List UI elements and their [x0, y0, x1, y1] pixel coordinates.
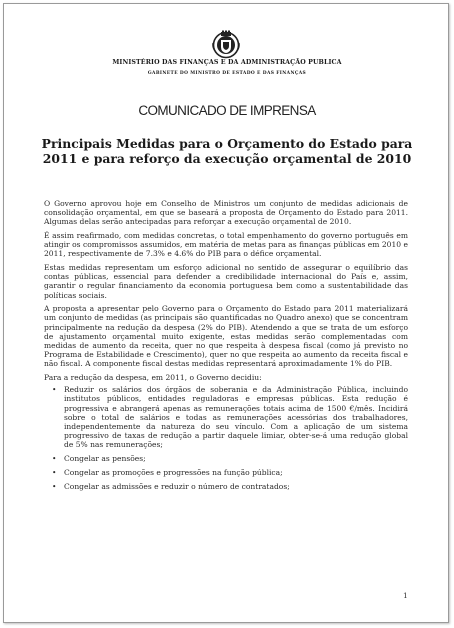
bullet-icon: •	[52, 481, 57, 491]
bullet-icon: •	[52, 385, 57, 395]
document-body	[44, 199, 408, 496]
coat-of-arms-icon	[212, 30, 240, 60]
paragraph: A proposta a apresentar pelo Governo para o Orçamento do Estado para 2011 materializará um conjunto de medidas (as principais são quantificadas no Quadro anexo) que se concentram principalmente na redução da despesa (2% do PIB). Atendendo a que se trata de um esforço de ajustamento orçamental muito exigente, estas medidas serão complementadas com medidas de aumento da receita, quer no que respeita à despesa fiscal (como já previsto no Programa de Estabilidade e Crescimento), quer no que respeita ao aumento da receita fiscal e não fiscal. A componente fiscal destas medidas representará aproximadamente 1% do PIB.	[44, 304, 408, 369]
document-type: COMUNICADO DE IMPRENSA	[138, 103, 316, 118]
bullet-icon: •	[52, 454, 57, 464]
paragraph: O Governo aprovou hoje em Conselho de Ministros um conjunto de medidas adicionais de consolidação orçamental, em que se baseará a proposta de Orçamento do Estado para 2011. Algumas delas serão antecipadas para reforçar a execução orçamental de 2010.	[44, 199, 408, 227]
measures-list	[44, 385, 408, 491]
list-item-text: Reduzir os salários dos órgãos de soberania e da Administração Pública, incluindo institutos públicos, entidades reguladoras e empresas públicas. Esta redução é progressiva e abrangerá apenas as remunerações totais acima de 1500 €/mês. Incidirá sobre o total de salários e todas as remunerações acessórias dos trabalhadores, independentemente da natureza do seu vínculo. Com a aplicação de um sistema progressivo de taxas de redução a partir daquele limiar, obter-se-á uma redução global de 5% nas remunerações;	[64, 385, 408, 450]
list-item	[52, 468, 408, 478]
paragraph: Para a redução da despesa, em 2011, o Governo decidiu:	[44, 373, 262, 383]
bullet-icon: •	[52, 468, 57, 478]
ministry-name: MINISTÉRIO DAS FINANÇAS E DA ADMINISTRAÇÃO PUBLICA	[112, 59, 342, 66]
list-item	[52, 481, 408, 491]
list-item	[52, 454, 408, 464]
paragraph: Estas medidas representam um esforço adicional no sentido de assegurar o equilíbrio das contas públicas, essencial para defender a credibilidade internacional do País e, assim, garantir o regular financiamento da economia portuguesa bem como a sustentabilidade das políticas sociais.	[44, 263, 408, 300]
list-item	[52, 385, 408, 450]
document-title: Principais Medidas para o Orçamento do Estado para 2011 e para reforço da execução orçamental de 2010	[41, 136, 413, 166]
list-item-text: Congelar as admissões e reduzir o número de contratados;	[64, 481, 290, 491]
list-item-text: Congelar as pensões;	[64, 454, 146, 464]
page-number: 1	[403, 591, 408, 600]
cabinet-name: GABINETE DO MINISTRO DE ESTADO E DAS FINANÇAS	[147, 71, 307, 76]
list-item-text: Congelar as promoções e progressões na função pública;	[64, 468, 283, 478]
paragraph: É assim reafirmado, com medidas concretas, o total empenhamento do governo português em atingir os compromissos assumidos, em matéria de metas para as finanças públicas em 2010 e 2011, respectivamente de 7.3% e 4.6% do PIB para o défice orçamental.	[44, 231, 408, 259]
